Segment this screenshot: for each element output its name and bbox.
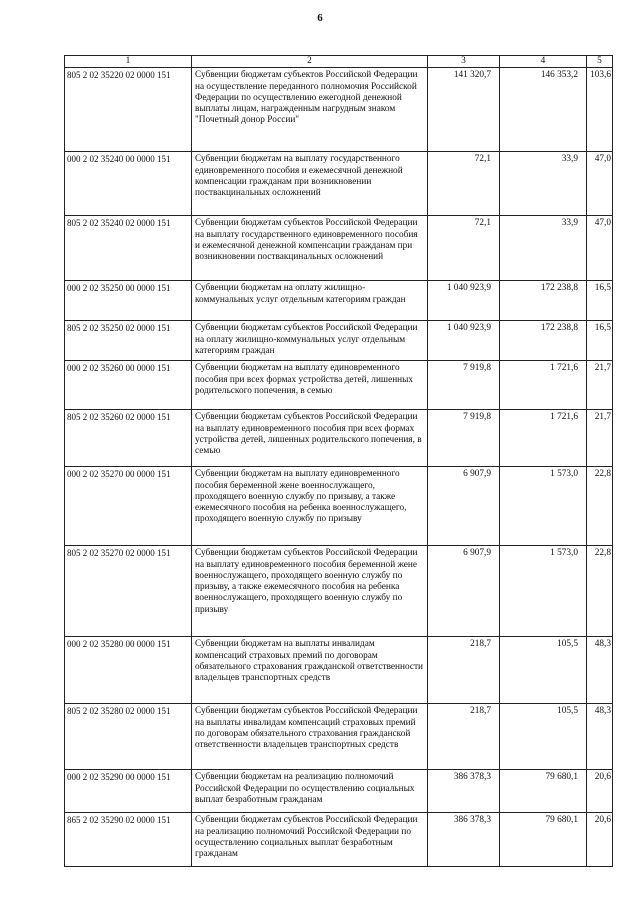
- budget-code: 000 2 02 35280 00 0000 151: [65, 637, 192, 704]
- budget-code: 000 2 02 35240 00 0000 151: [65, 152, 192, 216]
- execution-percent: 16,5: [587, 321, 613, 361]
- table-header-row: [65, 56, 613, 68]
- actual-amount: 33,9: [500, 152, 587, 216]
- actual-amount: 105,5: [500, 704, 587, 770]
- execution-percent: 20,6: [587, 813, 613, 867]
- subvention-name: Субвенции бюджетам на выплату единовременного пособия беременной жене военнослужащего, проходящего военную службу по призыву, а также ежемесячного пособия на ребенка военнослужащего, проходящего военную службу по призыву: [192, 467, 428, 546]
- plan-amount: 7 919,8: [428, 361, 500, 410]
- actual-amount: 1 573,0: [500, 467, 587, 546]
- actual-amount: 1 573,0: [500, 546, 587, 637]
- actual-amount: 79 680,1: [500, 813, 587, 867]
- subvention-name: Субвенции бюджетам на выплату государственного единовременного пособия и ежемесячной денежной компенсации гражданам при возникновении поствакцинальных осложнений: [192, 152, 428, 216]
- actual-amount: 79 680,1: [500, 770, 587, 813]
- budget-code: 000 2 02 35270 00 0000 151: [65, 467, 192, 546]
- column-header-percent: 5: [587, 56, 613, 68]
- table-row: [65, 410, 613, 467]
- budget-code: 865 2 02 35290 02 0000 151: [65, 813, 192, 867]
- execution-percent: 16,5: [587, 281, 613, 321]
- execution-percent: 47,0: [587, 152, 613, 216]
- table-row: [65, 152, 613, 216]
- execution-percent: 21,7: [587, 361, 613, 410]
- budget-code: 805 2 02 35250 02 0000 151: [65, 321, 192, 361]
- budget-code: 805 2 02 35220 02 0000 151: [65, 68, 192, 152]
- table-row: [65, 321, 613, 361]
- subvention-name: Субвенции бюджетам субъектов Российской Федерации на выплаты инвалидам компенсаций страховых премий по договорам обязательного страхования гражданской ответственности владельцев транспортных средств: [192, 704, 428, 770]
- plan-amount: 72,1: [428, 216, 500, 281]
- subvention-name: Субвенции бюджетам субъектов Российской Федерации на оплату жилищно-коммунальных услуг отдельным категориям граждан: [192, 321, 428, 361]
- table-row: [65, 813, 613, 867]
- plan-amount: 386 378,3: [428, 813, 500, 867]
- execution-percent: 22,8: [587, 467, 613, 546]
- budget-code: 000 2 02 35250 00 0000 151: [65, 281, 192, 321]
- plan-amount: 386 378,3: [428, 770, 500, 813]
- execution-percent: 48,3: [587, 704, 613, 770]
- table-row: [65, 68, 613, 152]
- actual-amount: 105,5: [500, 637, 587, 704]
- subvention-name: Субвенции бюджетам субъектов Российской Федерации на выплату государственного единовременного пособия и ежемесячной денежной компенсации гражданам при возникновении поствакцинальных осложнений: [192, 216, 428, 281]
- plan-amount: 72,1: [428, 152, 500, 216]
- table-row: [65, 546, 613, 637]
- column-header-name: 2: [192, 56, 428, 68]
- plan-amount: 7 919,8: [428, 410, 500, 467]
- plan-amount: 1 040 923,9: [428, 281, 500, 321]
- subvention-name: Субвенции бюджетам на реализацию полномочий Российской Федерации по осуществлению социальных выплат безработным гражданам: [192, 770, 428, 813]
- execution-percent: 21,7: [587, 410, 613, 467]
- column-header-plan: 3: [428, 56, 500, 68]
- plan-amount: 6 907,9: [428, 546, 500, 637]
- table-row: [65, 216, 613, 281]
- table-row: [65, 704, 613, 770]
- subvention-name: Субвенции бюджетам на выплаты инвалидам компенсаций страховых премий по договорам обязательного страхования гражданской ответственности владельцев транспортных средств: [192, 637, 428, 704]
- actual-amount: 33,9: [500, 216, 587, 281]
- subvention-name: Субвенции бюджетам на оплату жилищно-коммунальных услуг отдельным категориям граждан: [192, 281, 428, 321]
- subvention-name: Субвенции бюджетам субъектов Российской Федерации на выплату единовременного пособия при всех формах устройства детей, лишенных родительского попечения, в семью: [192, 410, 428, 467]
- actual-amount: 146 353,2: [500, 68, 587, 152]
- budget-table: [64, 55, 613, 867]
- budget-code: 000 2 02 35260 00 0000 151: [65, 361, 192, 410]
- plan-amount: 1 040 923,9: [428, 321, 500, 361]
- plan-amount: 6 907,9: [428, 467, 500, 546]
- page-number: 6: [317, 12, 323, 24]
- budget-code: 805 2 02 35260 02 0000 151: [65, 410, 192, 467]
- execution-percent: 48,3: [587, 637, 613, 704]
- budget-code: 805 2 02 35280 02 0000 151: [65, 704, 192, 770]
- plan-amount: 218,7: [428, 704, 500, 770]
- subvention-name: Субвенции бюджетам на выплату единовременного пособия при всех формах устройства детей, лишенных родительского попечения, в семью: [192, 361, 428, 410]
- budget-code: 000 2 02 35290 00 0000 151: [65, 770, 192, 813]
- table-row: [65, 637, 613, 704]
- plan-amount: 218,7: [428, 637, 500, 704]
- budget-code: 805 2 02 35240 02 0000 151: [65, 216, 192, 281]
- column-header-code: 1: [65, 56, 192, 68]
- table-row: [65, 770, 613, 813]
- subvention-name: Субвенции бюджетам субъектов Российской Федерации на выплату единовременного пособия беременной жене военнослужащего, проходящего военную службу по призыву, а также ежемесячного пособия на ребенка военнослужащего, проходящего военную службу по призыву: [192, 546, 428, 637]
- execution-percent: 20,6: [587, 770, 613, 813]
- subvention-name: Субвенции бюджетам субъектов Российской Федерации на реализацию полномочий Российской Федерации по осуществлению социальных выплат безработным гражданам: [192, 813, 428, 867]
- column-header-actual: 4: [500, 56, 587, 68]
- table-row: [65, 281, 613, 321]
- table-row: [65, 467, 613, 546]
- execution-percent: 103,6: [587, 68, 613, 152]
- actual-amount: 1 721,6: [500, 361, 587, 410]
- actual-amount: 172 238,8: [500, 321, 587, 361]
- actual-amount: 172 238,8: [500, 281, 587, 321]
- execution-percent: 22,8: [587, 546, 613, 637]
- execution-percent: 47,0: [587, 216, 613, 281]
- actual-amount: 1 721,6: [500, 410, 587, 467]
- plan-amount: 141 320,7: [428, 68, 500, 152]
- table-row: [65, 361, 613, 410]
- subvention-name: Субвенции бюджетам субъектов Российской Федерации на осуществление переданного полномочия Российской Федерации по осуществлению ежегодной денежной выплаты лицам, награжденным нагрудным знаком "Почетный донор России": [192, 68, 428, 152]
- budget-code: 805 2 02 35270 02 0000 151: [65, 546, 192, 637]
